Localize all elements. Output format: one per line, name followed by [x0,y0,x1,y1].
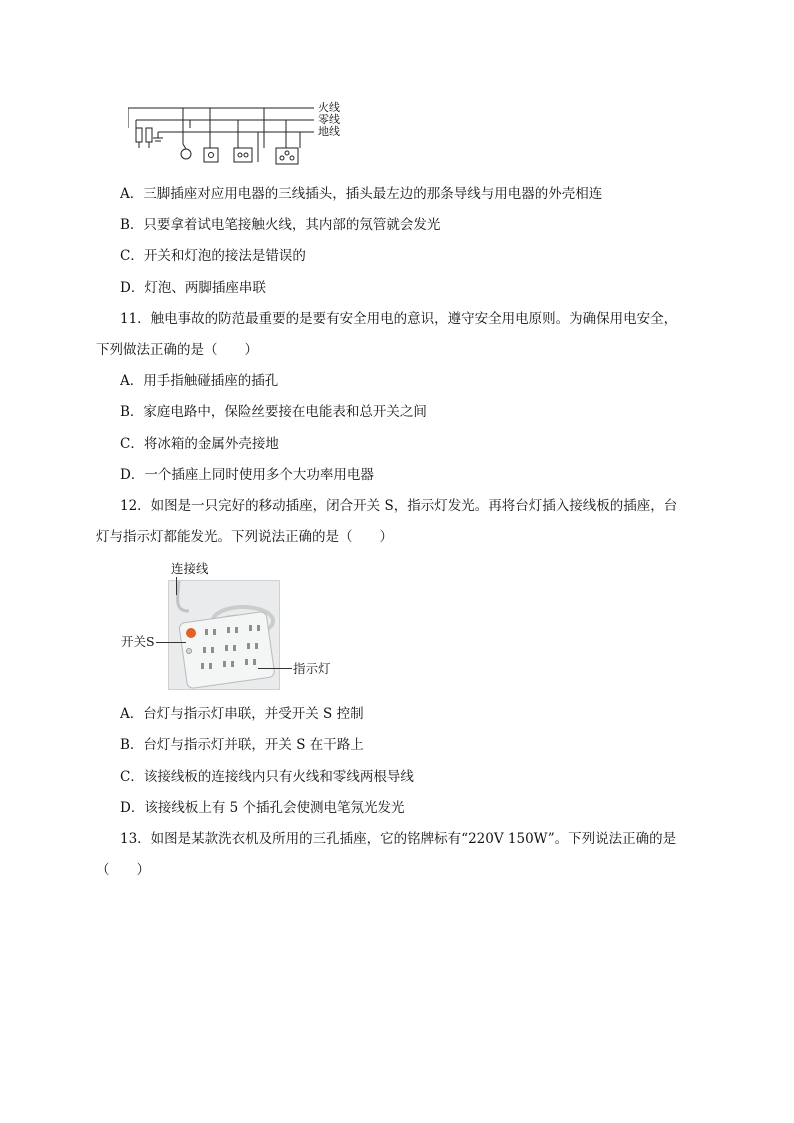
q12-option-c: C．该接线板的连接线内只有火线和零线两根导线 [120,769,414,785]
switch-callout-line [156,642,186,643]
q11-option-c: C．将冰箱的金属外壳接地 [120,436,279,452]
q10-option-a: A．三脚插座对应用电器的三线插头，插头最左边的那条导线与用电器的外壳相连 [120,186,603,202]
figure-label-wire: 连接线 [171,561,209,576]
circuit-label-neutral: 零线 [318,113,340,126]
circuit-diagram [128,98,348,172]
q12-stem-line2: 灯与指示灯都能发光。下列说法正确的是（ ） [96,529,393,545]
q11-stem-line2: 下列做法正确的是（ ） [96,342,258,358]
power-strip-icon [169,581,279,689]
q12-stem-line1: 12．如图是一只完好的移动插座，闭合开关 S，指示灯发光。再将台灯插入接线板的插座，台 [120,498,678,514]
q10-option-b: B．只要拿着试电笔接触火线，其内部的氖管就会发光 [120,217,441,233]
q12-option-d: D．该接线板上有 5 个插孔会使测电笔氖光发光 [120,800,405,816]
figure-label-indicator: 指示灯 [293,661,331,676]
q11-option-b: B．家庭电路中，保险丝要接在电能表和总开关之间 [120,404,427,420]
circuit-label-live: 火线 [318,101,340,114]
q12-option-b: B．台灯与指示灯并联，开关 S 在干路上 [120,737,364,753]
q11-stem-line1: 11．触电事故的防范最重要的是要有安全用电的意识，遵守安全用电原则。为确保用电安全， [120,311,678,327]
q10-option-c: C．开关和灯泡的接法是错误的 [120,248,306,264]
circuit-label-ground: 地线 [318,125,340,138]
q11-option-a: A．用手指触碰插座的插孔 [120,373,279,389]
q12-option-a: A．台灯与指示灯串联，并受开关 S 控制 [120,706,364,722]
q13-stem-line2: （ ） [96,862,150,878]
figure-label-switch: 开关S [121,634,155,649]
q11-option-d: D．一个插座上同时使用多个大功率用电器 [120,467,374,483]
wire-callout-line [176,577,177,595]
q13-stem-line1: 13．如图是某款洗衣机及所用的三孔插座，它的铭牌标有“220V 150W”。下列说法正确的是 [120,831,677,847]
power-strip-photo [168,580,280,690]
q10-option-d: D．灯泡、两脚插座串联 [120,280,266,296]
indicator-callout-line [258,668,292,669]
